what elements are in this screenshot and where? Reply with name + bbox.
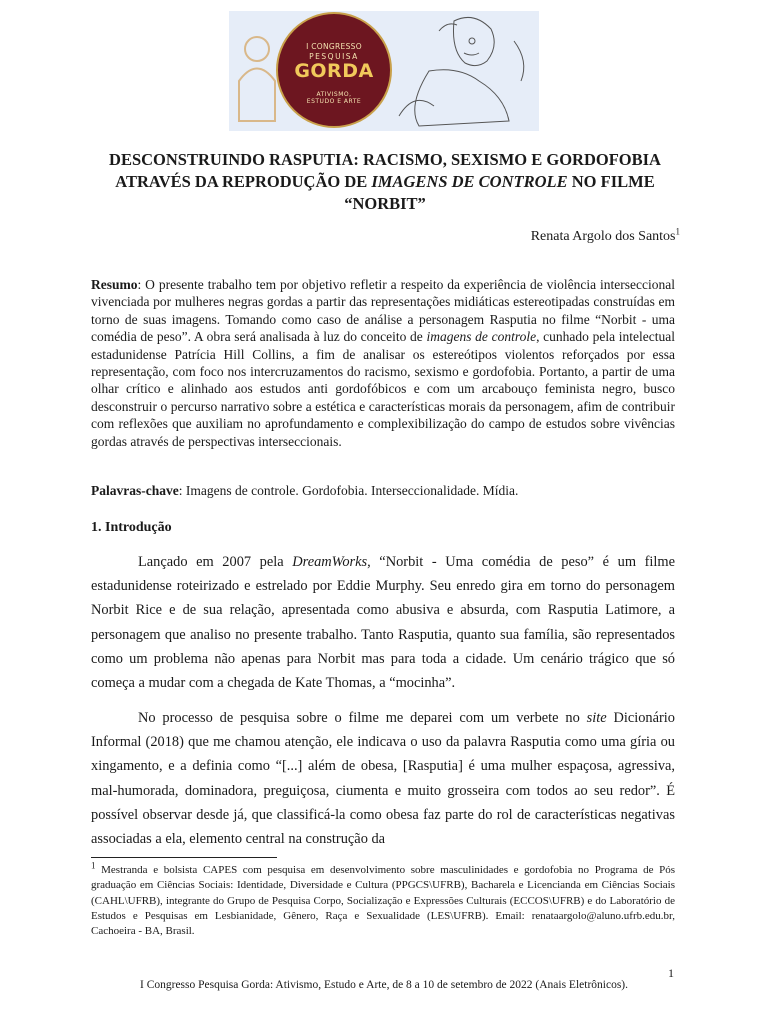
paragraph — [91, 550, 675, 695]
author-name: Renata Argolo dos Santos — [530, 229, 676, 244]
logo-line: I CONGRESSO — [306, 42, 362, 51]
abstract-text: , cunhado pela intelectual estadunidense Patrícia Hill Collins, a fim de analisar os estereótipos violentos reforçados por essa representação, com foco nos intercruzamentos do racismo, sexismo e gordofobia. Portanto, a partir de uma olhar crítico e alinhado aos estudos anti gordofóbicos e com um arcabouço feminista negro, busco desconstruir o percurso narrativo sobre a estética e características morais da personagem, afim de contribuir com reflexões que auxiliam no aprofundamento e complexibilização do campo de estudos sobre vivências gordas através de perspectivas interseccionais. — [91, 329, 675, 449]
paragraph-text: Lançado em 2007 pela — [138, 554, 293, 570]
keywords-label: Palavras-chave — [91, 483, 179, 498]
paragraph — [91, 706, 675, 851]
footnote-marker[interactable]: 1 — [675, 226, 680, 237]
footnote-text: Mestranda e bolsista CAPES com pesquisa em desenvolvimento sobre masculinidades e gordofobia no Programa de Pós graduação em Ciências Sociais: Identidade, Diversidade e Cultura (PPGCS\UFRB), Bacharela e Licencianda em Ciências Sociais (CAHL\UFRB), integrante do Grupo de Pesquisa Corpo, Socialização e Expressões Culturais (ECCOS\UFRB) e do Laboratório de Estudos e Pesquisas em Lesbianidade, Gênero, Raça e Sexualidade (LES\UFRB). Email: renataargolo@aluno.ufrb.edu.br, Cachoeira - BA, Brasil. — [91, 864, 675, 938]
paper-title — [90, 149, 680, 215]
footnote — [91, 860, 675, 939]
abstract-italic: imagens de controle — [426, 329, 537, 345]
paragraph-italic: site — [586, 710, 607, 726]
logo-line: ATIVISMO, — [316, 91, 352, 98]
congress-banner — [229, 11, 539, 131]
page-footer: I Congresso Pesquisa Gorda: Ativismo, Estudo e Arte, de 8 a 10 de setembro de 2022 (Anais Eletrônicos). — [139, 979, 629, 991]
title-text: DESCONSTRUINDO RASPUTIA: RACISMO, SEXISMO E GORDOFOBIA ATRAVÉS DA REPRODUÇÃO DE — [109, 150, 661, 191]
abstract-label: Resumo — [91, 277, 138, 292]
page-number: 1 — [668, 966, 674, 980]
congress-logo — [276, 12, 392, 128]
footnote-separator — [91, 857, 277, 858]
logo-wordmark: GORDA — [294, 60, 374, 82]
title-italic: IMAGENS DE CONTROLE — [371, 172, 568, 191]
keywords — [91, 483, 675, 499]
paragraph-text: , “Norbit - Uma comédia de peso” é um filme estadunidense roteirizado e estrelado por Eddie Murphy. Seu enredo gira em torno do personagem Norbit Rice e de sua relação, apresentada como abusiva e absurda, com Rasputia Latimore, a personagem que analiso no presente trabalho. Tanto Rasputia, quanto sua família, são representados como um problema não apenas para Norbit mas para toda a cidade. Um cenário trágico que só começa a mudar com a chegada de Kate Thomas, a “mocinha”. — [91, 554, 675, 692]
author — [530, 226, 680, 245]
paragraph-italic: DreamWorks — [292, 554, 368, 570]
logo-line: ESTUDO E ARTE — [306, 98, 362, 105]
logo-line: PESQUISA — [309, 52, 359, 61]
abstract-text: : O presente trabalho tem por objetivo refletir a respeito da experiência de violência interseccional vivenciada por mulheres negras gordas a partir das representações midiáticas estereotipadas construídas em torno de suas imagens. Tomando como caso de análise a personagem Rasputia no filme “Norbit - uma comédia de peso”. A obra será analisada à luz do conceito de — [91, 277, 675, 345]
abstract — [91, 276, 675, 450]
title-text: NO FILME “NORBIT” — [344, 172, 655, 213]
paragraph-text: Dicionário Informal (2018) que me chamou atenção, ele indicava o uso da palavra Rasputia como uma gíria ou xingamento, e a definia como “[...] além de obesa, [Rasputia] é uma mulher espaçosa, agressiva, mal-humorada, dominadora, preguiçosa, ciumenta e muito grosseira com todos ao seu redor”. É possível observar desde já, que classificá-la como obesa faz parte do rol de características negativas associadas a ela, elemento central na construção da — [91, 710, 675, 848]
section-heading: 1. Introdução — [91, 520, 172, 535]
footnote-number: 1 — [91, 860, 96, 871]
keywords-text: : Imagens de controle. Gordofobia. Interseccionalidade. Mídia. — [178, 483, 519, 498]
paragraph-text: No processo de pesquisa sobre o filme me deparei com um verbete no — [138, 710, 587, 726]
